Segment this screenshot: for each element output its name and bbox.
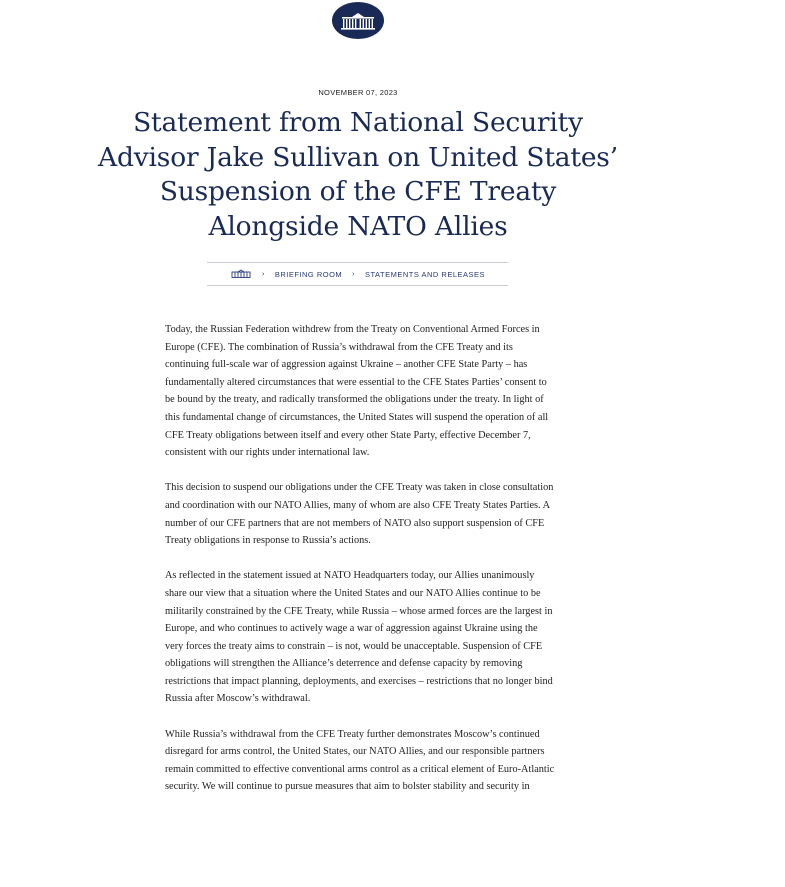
chevron-right-icon: ›: [352, 270, 356, 278]
breadcrumb-home-link[interactable]: [230, 269, 252, 279]
breadcrumb-statements-and-releases[interactable]: STATEMENTS AND RELEASES: [365, 269, 486, 279]
white-house-logo-link[interactable]: [332, 2, 384, 39]
article-paragraph: As reflected in the statement issued at NATO Headquarters today, our Allies unanimously share our view that a situation where the United States and our NATO Allies continue to be militarily constrained by the CFE Treaty, while Russia – whose armed forces are the largest in Europe, and who continues to actively wage a war of aggression against Ukraine using the very forces the treaty aims to constrain – is not, would be unacceptable. Suspension of CFE obligations will strengthen the Alliance’s deterrence and defense capacity by removing restrictions that impact planning, deployments, and exercises – restrictions that no longer bind Russia after Moscow’s withdrawal.: [165, 570, 553, 705]
article-paragraph: Today, the Russian Federation withdrew from the Treaty on Conventional Armed Forces in Europe (CFE). The combination of Russia’s withdrawal from the CFE Treaty and its continuing full-scale war of aggression against Ukraine – another CFE State Party – has fundamentally altered circumstances that were essential to the CFE States Parties’ consent to be bound by the treaty, and radically transformed the obligations under the treaty. In light of this fundamental change of circumstances, the United States will suspend the operation of all CFE Treaty obligations between itself and every other State Party, effective December 7, consistent with our rights under international law.: [165, 324, 549, 459]
white-house-icon: [338, 11, 378, 31]
article-body: [165, 321, 555, 814]
breadcrumb-briefing-room[interactable]: BRIEFING ROOM: [274, 269, 343, 279]
title-line: Suspension of the CFE Treaty: [159, 176, 557, 207]
white-house-icon: [230, 269, 252, 279]
article-paragraph: While Russia’s withdrawal from the CFE Treaty further demonstrates Moscow’s continued disregard for arms control, the United States, our NATO Allies, and our responsible partners remain committed to effective conventional arms control as a critical element of Euro-Atlantic security. We will continue to pursue measures that aim to bolster stability and security in: [165, 728, 555, 793]
chevron-right-icon: ›: [261, 270, 265, 278]
title-line: Alongside NATO Allies: [208, 210, 508, 242]
breadcrumb: [207, 262, 508, 286]
publish-date: NOVEMBER 07, 2023: [318, 88, 398, 97]
title-line: Advisor Jake Sullivan on United States’: [98, 141, 618, 173]
article-paragraph: This decision to suspend our obligations under the CFE Treaty was taken in close consultation and coordination with our NATO Allies, many of whom are also CFE Treaty States Parties. A number of our CFE partners that are not members of NATO also support suspension of CFE Treaty obligations in response to Russia’s actions.: [165, 482, 554, 547]
title-line: Statement from National Security: [133, 107, 583, 138]
page-title: [0, 106, 716, 244]
